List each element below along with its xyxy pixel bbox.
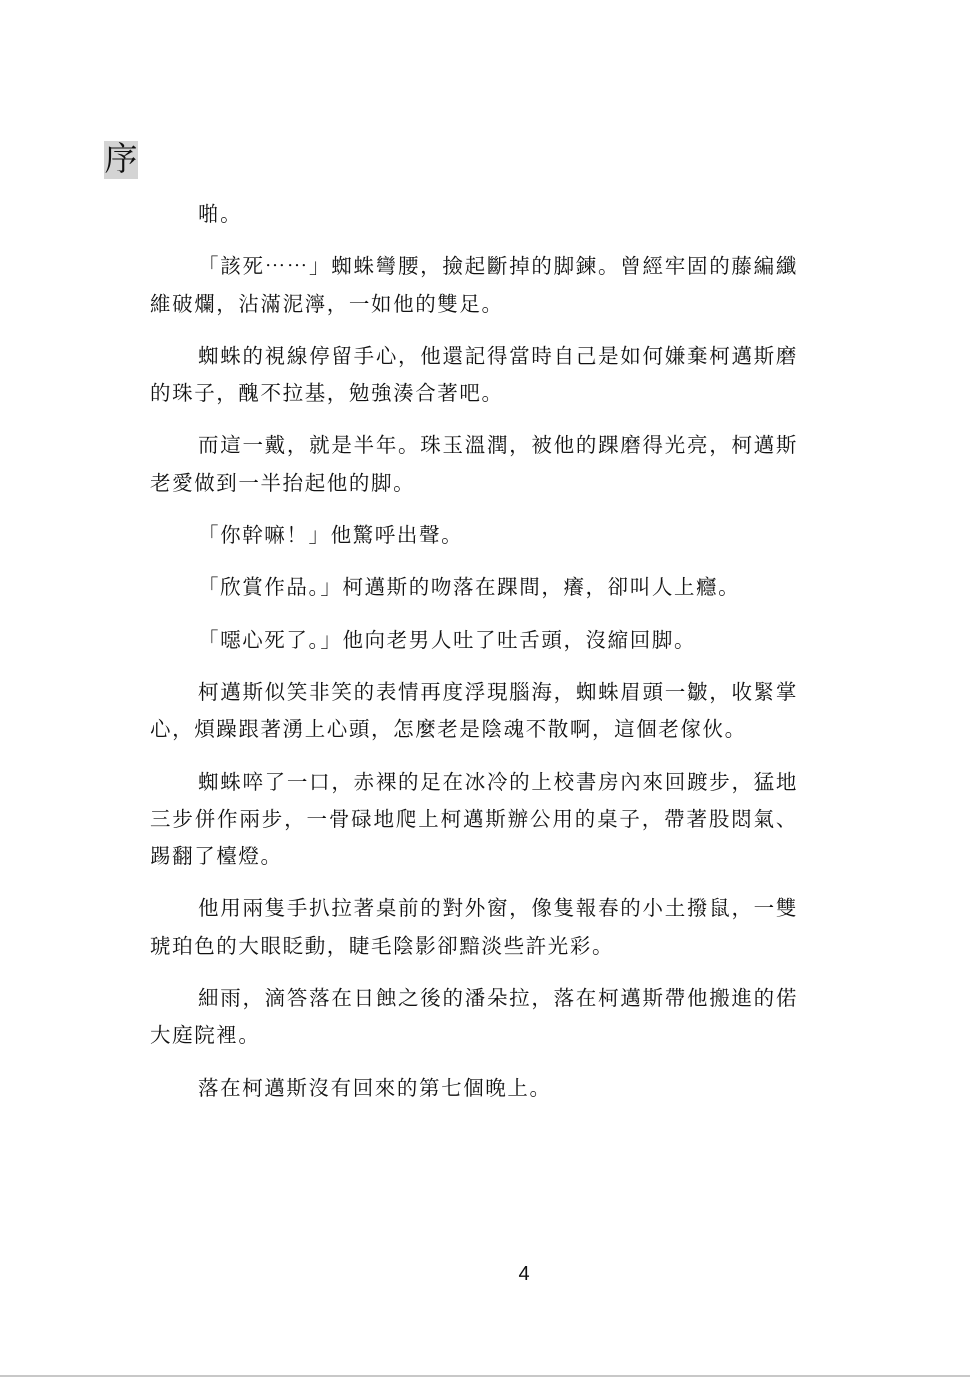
paragraph-line: 「該死⋯⋯」蜘蛛彎腰，撿起斷掉的脚鍊。曾經牢固的藤編纖 (198, 256, 798, 279)
section-title: 序 (104, 142, 138, 178)
paragraph-line: 維破爛，沾滿泥濘，一如他的雙足。 (150, 293, 504, 316)
paragraph (150, 339, 798, 414)
paragraph (150, 981, 798, 1056)
paragraph (150, 249, 798, 324)
body-text (150, 197, 798, 1123)
paragraph (150, 891, 798, 966)
paragraph (150, 1071, 798, 1108)
paragraph-line: 細雨，滴答落在日蝕之後的潘朵拉，落在柯邁斯帶他搬進的偌 (198, 988, 798, 1011)
paragraph-line: 大庭院裡。 (150, 1025, 261, 1048)
paragraph-line: 琥珀色的大眼眨動，睫毛陰影卻黯淡些許光彩。 (150, 935, 615, 958)
paragraph (150, 570, 798, 607)
paragraph-line: 啪。 (198, 204, 243, 226)
paragraph-line: 「你幹嘛！」他驚呼出聲。 (198, 525, 464, 548)
paragraph (150, 428, 798, 503)
paragraph (150, 623, 798, 660)
paragraph-line: 「欣賞作品。」柯邁斯的吻落在踝間，癢，卻叫人上癮。 (198, 577, 741, 600)
paragraph-line: 三步併作兩步，一骨碌地爬上柯邁斯辦公用的桌子，帶著股悶氣、 (150, 808, 798, 831)
paragraph (150, 518, 798, 555)
paragraph-line: 而這一戴，就是半年。珠玉溫潤，被他的踝磨得光亮，柯邁斯 (198, 435, 798, 458)
paragraph-line: 的珠子，醜不拉基，勉強湊合著吧。 (150, 383, 504, 406)
paragraph-line: 蜘蛛啐了一口，赤裸的足在冰冷的上校書房內來回踱步，猛地 (198, 771, 798, 794)
paragraph-line: 「噁心死了。」他向老男人吐了吐舌頭，沒縮回脚。 (198, 629, 697, 652)
paragraph (150, 197, 798, 234)
paragraph-line: 柯邁斯似笑非笑的表情再度浮現腦海，蜘蛛眉頭一皺，收緊掌 (198, 681, 798, 704)
paragraph (150, 675, 798, 750)
paragraph-line: 他用兩隻手扒拉著桌前的對外窗，像隻報春的小土撥鼠，一雙 (198, 898, 798, 921)
paragraph-line: 踢翻了檯燈。 (150, 846, 283, 869)
paragraph-line: 落在柯邁斯沒有回來的第七個晚上。 (198, 1077, 552, 1100)
paragraph-line: 老愛做到一半抬起他的脚。 (150, 472, 416, 495)
page-number: 4 (518, 1263, 530, 1285)
paragraph-line: 蜘蛛的視線停留手心，他還記得當時自己是如何嫌棄柯邁斯磨 (198, 345, 798, 368)
paragraph (150, 765, 798, 877)
paragraph-line: 心，煩躁跟著湧上心頭，怎麼老是陰魂不散啊，這個老傢伙。 (150, 719, 747, 742)
page-edge-divider (0, 1375, 970, 1377)
